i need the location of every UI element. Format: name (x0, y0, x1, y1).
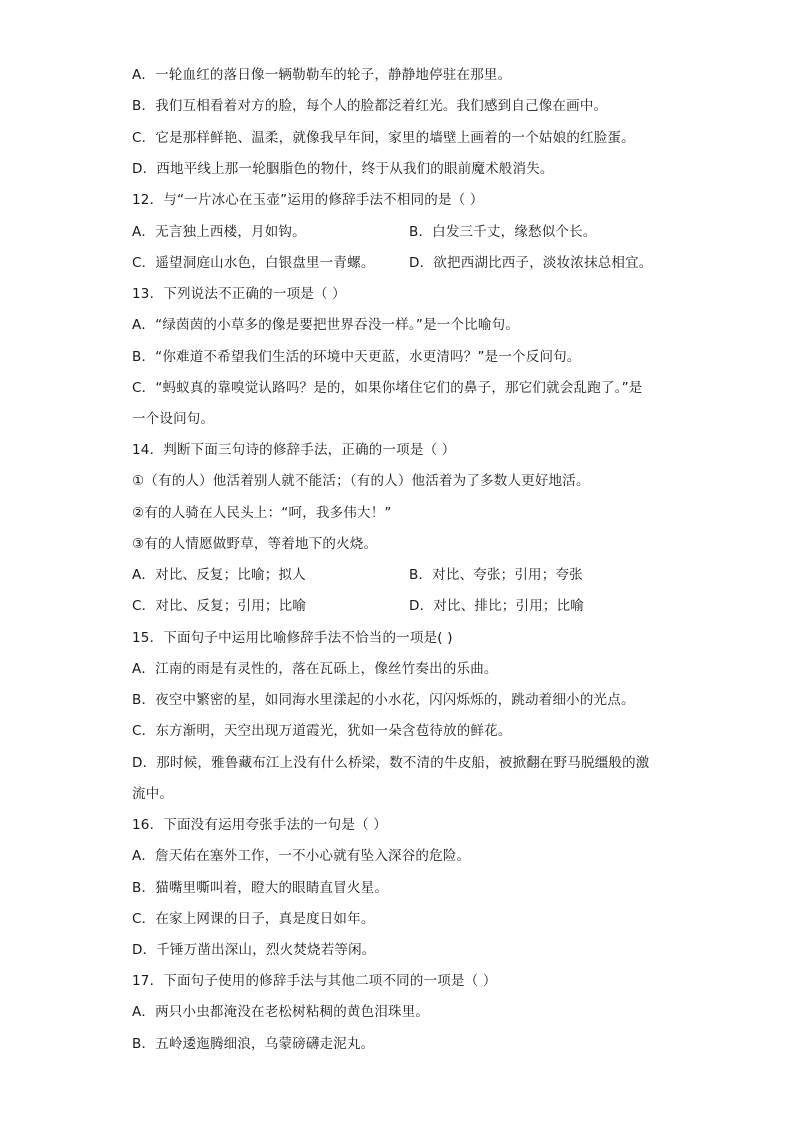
q15-option-c: C．东方渐明，天空出现万道霞光，犹如一朵含苞待放的鲜花。 (132, 723, 512, 739)
q16-option-c: C．在家上网课的日子，真是度日如年。 (132, 911, 375, 927)
q13-option-c-cont: 一个设问句。 (132, 411, 215, 427)
q14-line-2: ②有的人骑在人民头上：“呵，我多伟大！” (132, 505, 392, 521)
q17-stem: 17．下面句子使用的修辞手法与其他二项不同的一项是（ ） (132, 973, 497, 989)
q16-stem: 16．下面没有运用夸张手法的一句是（ ） (132, 817, 387, 833)
q15-option-b: B．夜空中繁密的星，如同海水里漾起的小水花，闪闪烁烁的，跳动着细小的光点。 (132, 692, 635, 708)
q16-option-b: B．猫嘴里嘶叫着，瞪大的眼睛直冒火星。 (132, 880, 389, 896)
q12-option-d: D．欲把西湖比西子，淡妆浓抹总相宜。 (409, 255, 653, 271)
q12-option-b: B．白发三千丈，缘愁似个长。 (409, 224, 597, 240)
q11-option-d: D．西地平线上那一轮胭脂色的物什，终于从我们的眼前魔术般消失。 (132, 161, 554, 177)
q15-option-d: D．那时候，雅鲁藏布江上没有什么桥梁，数不清的牛皮船，被掀翻在野马脱缰般的激 (132, 755, 650, 771)
q14-option-c: C．对比、反复；引用；比喻 (132, 598, 307, 614)
q14-option-a: A．对比、反复；比喻；拟人 (132, 567, 306, 583)
q13-stem: 13．下列说法不正确的一项是（ ） (132, 286, 346, 302)
q15-stem: 15．下面句子中运用比喻修辞手法不恰当的一项是( ) (132, 630, 453, 646)
q15-option-a: A．江南的雨是有灵性的，落在瓦砾上，像丝竹奏出的乐曲。 (132, 661, 498, 677)
q12-option-a: A．无言独上西楼，月如钩。 (132, 224, 306, 240)
q13-option-c: C．“蚂蚁真的靠嗅觉认路吗？是的，如果你堵住它们的鼻子，那它们就会乱跑了。”是 (132, 380, 643, 396)
q14-stem: 14．判断下面三句诗的修辞手法，正确的一项是（ ） (132, 442, 456, 458)
q14-line-3: ③有的人情愿做野草，等着地下的火烧。 (132, 536, 378, 552)
q11-option-b: B．我们互相看着对方的脸，每个人的脸都泛着红光。我们感到自己像在画中。 (132, 98, 608, 114)
q16-option-d: D．千锤万凿出深山，烈火焚烧若等闲。 (132, 942, 376, 958)
q17-option-a: A．两只小虫都淹没在老松树粘稠的黄色泪珠里。 (132, 1004, 430, 1020)
q12-stem: 12．与“一片冰心在玉壶”运用的修辞手法不相同的是（ ） (132, 192, 484, 208)
q13-option-b: B．“你难道不希望我们生活的环境中天更蓝，水更清吗？”是一个反问句。 (132, 349, 581, 365)
q14-option-d: D．对比、排比；引用；比喻 (409, 598, 584, 614)
q14-line-1: ①（有的人）他活着别人就不能活；（有的人）他活着为了多数人更好地活。 (132, 473, 590, 489)
q12-option-c: C．遥望洞庭山水色，白银盘里一青螺。 (132, 255, 375, 271)
q11-option-c: C．它是那样鲜艳、温柔，就像我早年间，家里的墙壁上画着的一个姑娘的红脸蛋。 (132, 130, 635, 146)
q14-option-b: B．对比、夸张；引用；夸张 (409, 567, 583, 583)
q11-option-a: A．一轮血红的落日像一辆勒勒车的轮子，静静地停驻在那里。 (132, 67, 512, 83)
q13-option-a: A．“绿茵茵的小草多的像是要把世界吞没一样。”是一个比喻句。 (132, 317, 519, 333)
q16-option-a: A．詹天佑在塞外工作，一不小心就有坠入深谷的危险。 (132, 848, 471, 864)
q17-option-b: B．五岭逶迤腾细浪，乌蒙磅礴走泥丸。 (132, 1036, 375, 1052)
q15-option-d-cont: 流中。 (132, 786, 174, 802)
